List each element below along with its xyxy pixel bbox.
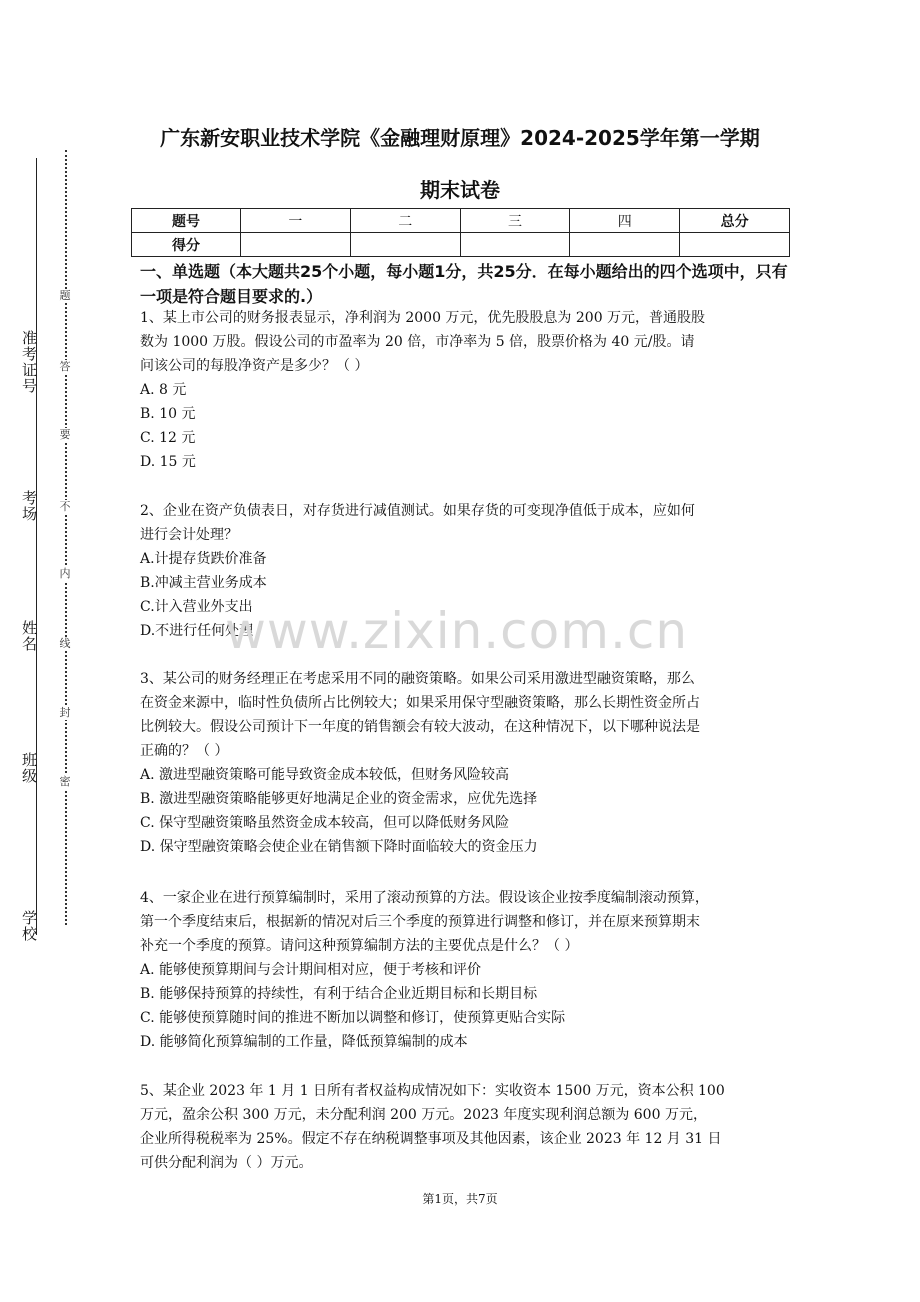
question-text: 数为 1000 万股。假设公司的市盈率为 20 倍，市净率为 5 倍，股票价格为 40 元/股。请	[140, 334, 695, 350]
question-text: 1、某上市公司的财务报表显示，净利润为 2000 万元，优先股股息为 200 万元，普通股股	[140, 310, 706, 326]
watermark: www.zixin.com.cn	[225, 602, 689, 660]
margin-label-exam-room: 考场	[20, 490, 38, 522]
score-header-cell: 总分	[680, 209, 790, 233]
page-number: 第1页，共7页	[422, 1192, 498, 1206]
score-header-cell: 一	[241, 209, 351, 233]
option-d: D. 保守型融资策略会使企业在销售额下降时面临较大的资金压力	[140, 839, 538, 855]
margin-char: 要	[59, 428, 71, 441]
score-header-cell: 二	[350, 209, 460, 233]
question-text: 万元，盈余公积 300 万元，未分配利润 200 万元。2023 年度实现利润总额为 600 万元，	[140, 1107, 707, 1123]
question-text: 在资金来源中，临时性负债所占比例较大；如果采用保守型融资策略，那么长期性资金所占	[140, 695, 700, 711]
margin-char: 密	[59, 775, 71, 788]
option-b: B. 能够保持预算的持续性，有利于结合企业近期目标和长期目标	[140, 986, 538, 1002]
question-text: 补充一个季度的预算。请问这种预算编制方法的主要优点是什么？（ ）	[140, 938, 579, 954]
question-text: 2、企业在资产负债表日，对存货进行减值测试。如果存货的可变现净值低于成本，应如何	[140, 503, 695, 519]
margin-char: 内	[59, 567, 71, 580]
option-c: C.计入营业外支出	[140, 599, 253, 615]
option-b: B. 激进型融资策略能够更好地满足企业的资金需求，应优先选择	[140, 791, 538, 807]
question-3	[140, 667, 820, 859]
option-a: A. 激进型融资策略可能导致资金成本较低，但财务风险较高	[140, 767, 510, 783]
score-cell[interactable]	[680, 233, 790, 257]
margin-label-exam-id: 准考证号	[20, 330, 38, 394]
score-cell[interactable]	[241, 233, 351, 257]
margin-label-school: 学校	[20, 910, 38, 942]
score-cell[interactable]	[350, 233, 460, 257]
option-d: D. 能够简化预算编制的工作量，降低预算编制的成本	[140, 1034, 468, 1050]
question-text: 第一个季度结束后，根据新的情况对后三个季度的预算进行调整和修订，并在原来预算期末	[140, 914, 700, 930]
option-b: B.冲减主营业务成本	[140, 575, 267, 591]
option-c: C. 保守型融资策略虽然资金成本较高，但可以降低财务风险	[140, 815, 510, 831]
option-c: C. 12 元	[140, 430, 196, 446]
margin-char: 线	[59, 637, 71, 650]
margin-label-name: 姓名	[20, 620, 38, 652]
margin-char: 答	[59, 360, 71, 373]
question-5	[140, 1079, 820, 1175]
question-text: 问该公司的每股净资产是多少？（ ）	[140, 358, 369, 374]
question-text: 可供分配利润为（ ）万元。	[140, 1155, 313, 1171]
option-a: A. 8 元	[140, 382, 187, 398]
score-header-cell: 题号	[132, 209, 241, 233]
exam-title: 广东新安职业技术学院《金融理财原理》2024-2025学年第一学期	[160, 126, 760, 150]
option-d: D. 15 元	[140, 454, 196, 470]
question-text: 正确的？（ ）	[140, 743, 229, 759]
question-text: 比例较大。假设公司预计下一年度的销售额会有较大波动，在这种情况下，以下哪种说法是	[140, 719, 700, 735]
score-row-label: 得分	[132, 233, 241, 257]
question-text: 3、某公司的财务经理正在考虑采用不同的融资策略。如果公司采用激进型融资策略，那么	[140, 671, 695, 687]
option-a: A.计提存货跌价准备	[140, 551, 267, 567]
score-table-header-row	[132, 209, 790, 233]
score-table-score-row	[132, 233, 790, 257]
binding-solid-line	[36, 158, 37, 935]
question-text: 4、一家企业在进行预算编制时，采用了滚动预算的方法。假设该企业按季度编制滚动预算，	[140, 890, 709, 906]
score-header-cell: 三	[460, 209, 570, 233]
score-table	[131, 208, 790, 257]
binding-dotted-line	[65, 150, 67, 925]
margin-char: 题	[59, 289, 71, 302]
question-text: 进行会计处理？	[140, 527, 238, 543]
question-1	[140, 306, 820, 474]
score-cell[interactable]	[570, 233, 680, 257]
exam-title-line2: 期末试卷	[420, 178, 500, 202]
score-header-cell: 四	[570, 209, 680, 233]
question-4	[140, 886, 820, 1054]
option-d: D.不进行任何处理	[140, 623, 254, 639]
margin-char: 不	[59, 500, 71, 513]
score-cell[interactable]	[460, 233, 570, 257]
margin-char: 封	[59, 706, 71, 719]
question-text: 5、某企业 2023 年 1 月 1 日所有者权益构成情况如下：实收资本 1500 万元，资本公积 100	[140, 1083, 725, 1099]
option-a: A. 能够使预算期间与会计期间相对应，便于考核和评价	[140, 962, 482, 978]
section-heading: 一、单选题（本大题共25个小题，每小题1分，共25分．在每小题给出的四个选项中，只有一项是符合题目要求的.）	[140, 262, 788, 306]
option-c: C. 能够使预算随时间的推进不断加以调整和修订，使预算更贴合实际	[140, 1010, 566, 1026]
margin-label-class: 班级	[20, 752, 38, 784]
option-b: B. 10 元	[140, 406, 196, 422]
question-text: 企业所得税税率为 25%。假定不存在纳税调整事项及其他因素，该企业 2023 年 12 月 31 日	[140, 1131, 722, 1147]
